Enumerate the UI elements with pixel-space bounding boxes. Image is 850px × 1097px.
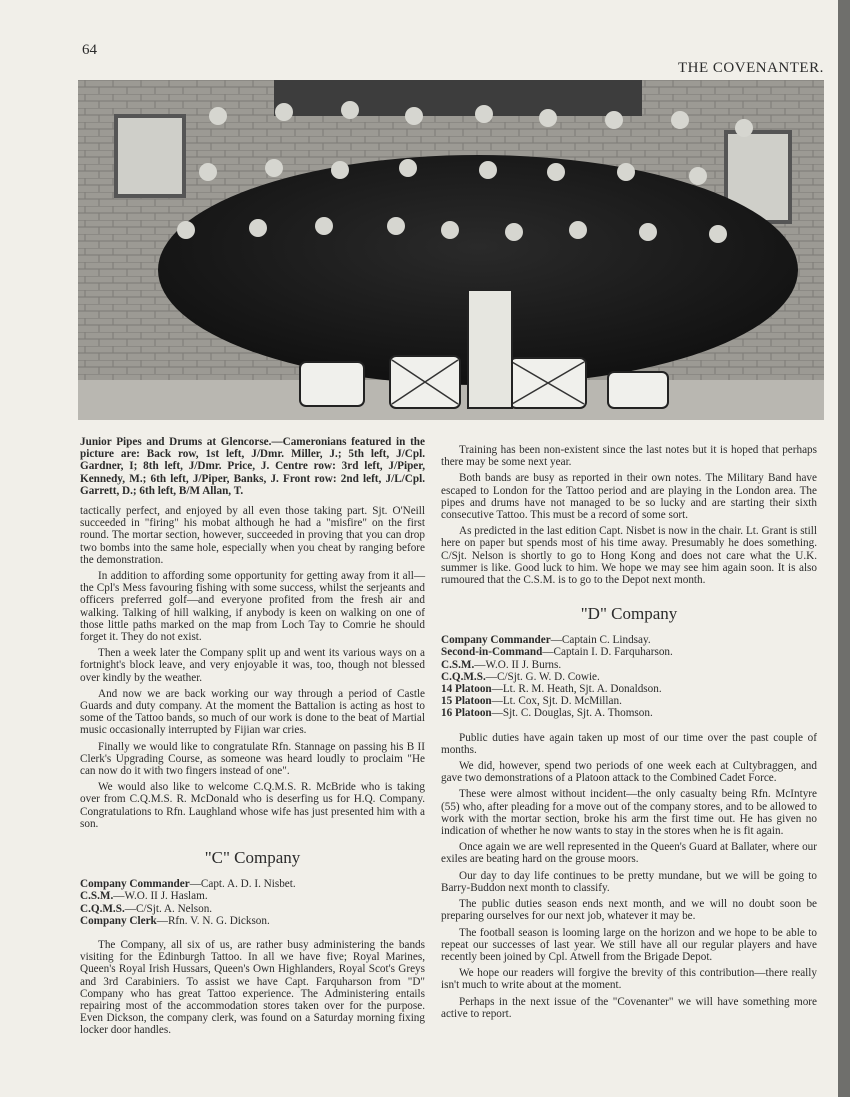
d-company-roster [441, 634, 817, 719]
roster-role: C.S.M. [80, 890, 114, 903]
roster-role: Second-in-Command [441, 646, 543, 659]
roster-name: —C/Sjt. A. Nelson. [124, 902, 213, 915]
roster-role: C.Q.M.S. [441, 670, 486, 683]
body-paragraph: Public duties have again taken up most of our time over the past couple of months. [441, 731, 817, 756]
roster-line [441, 683, 817, 695]
c-company-roster [80, 878, 425, 927]
roster-role: 16 Platoon [441, 707, 492, 720]
roster-line [441, 671, 817, 683]
body-paragraph: tactically perfect, and enjoyed by all even those taking part. Sjt. O'Neill succeeded in "firing" his mobat although he had a "misfire" on the first round. The mortar section, however, succeeded in proving that you can drop two bombs into the same hole, especially when you cheat by ranging before the demonstration. [80, 505, 425, 566]
body-paragraph: The Company, all six of us, are rather busy administering the bands visiting for the Edinburgh Tattoo. In all we have five; Royal Marines, Queen's Royal Irish Hussars, Queen's Own Highlanders, Royal Scot's Greys and 3rd Carabiniers. To assist we have Capt. Farquharson from "D" Company who has great Tattoo experience. The Administering entails repairing most of the accommodation stores taken over for the purpose. Even Dickson, the company clerk, was found on a Saturday morning fixing locker door handles. [80, 938, 425, 1037]
running-head: THE COVENANTER. [678, 60, 824, 76]
roster-line [441, 707, 817, 719]
body-paragraph: In addition to affording some opportunity for getting away from it all—the Cpl's Mess favouring fishing with some success, whilst the serjeants and officers preferred golf—and everyone profited from the fresh air and walking. Talking of hill walking, if anybody is keen on walking on one of those little paths marked on the map from Loch Tay to Comrie he should forget it. They do not exist. [80, 570, 425, 644]
roster-name: —W.O. II J. Haslam. [113, 890, 208, 903]
roster-role: 15 Platoon [441, 695, 492, 708]
roster-name: —C/Sjt. G. W. D. Cowie. [485, 670, 600, 683]
photo-caption: Junior Pipes and Drums at Glencorse.—Cameronians featured in the picture are: Back row, 1st left, J/Dmr. Miller, J.; 5th left, J/Cpl. Gardner, I; 8th left, J/Dmr. Price, J. Centre row: 3rd left, J/Piper, Kennedy, M.; 6th left, J/Piper, Banks, J. Front row: 2nd left, J/L/Cpl. Garrett, D.; 6th left, B/M Allan, T. [80, 436, 425, 497]
roster-role: Company Commander [441, 634, 551, 647]
roster-role: C.S.M. [441, 658, 475, 671]
d-company-heading: "D" Company [580, 604, 678, 624]
body-paragraph: Perhaps in the next issue of the "Covenanter" we will have something more active to report. [441, 995, 817, 1020]
roster-line [80, 903, 425, 915]
roster-line [80, 915, 425, 927]
roster-name: —Rfn. V. N. G. Dickson. [156, 914, 270, 927]
body-paragraph: As predicted in the last edition Capt. Nisbet is now in the chair. Lt. Grant is still here on paper but spends most of his time away. Presumably he does something. C/Sjt. Nelson is shortly to go to Hong Kong and does not care what the U.K. summer is like. Good luck to him. We hope we may see him again soon. It is also rumoured that the C.S.M. is to go to the Depot next month. [441, 525, 817, 587]
body-paragraph: The football season is looming large on the horizon and we hope to be able to repeat our successes of last year. We still have all our regular players and have recently been joined by Cpl. Atwell from the Brigade Depot. [441, 926, 817, 963]
body-paragraph: We hope our readers will forgive the brevity of this contribution—there really isn't much to write about at the moment. [441, 967, 817, 992]
band-photo [78, 80, 824, 420]
body-paragraph: Finally we would like to congratulate Rfn. Stannage on passing his B II Clerk's Upgrading Course, as someone was heard loudly to proclaim "He can now do it with two fingers instead of one". [80, 740, 425, 778]
body-paragraph: Once again we are well represented in the Queen's Guard at Ballater, where our exiles are beating hard on the grouse moors. [441, 841, 817, 866]
roster-name: —Captain I. D. Farquharson. [542, 646, 673, 659]
roster-line [441, 659, 817, 671]
page-number: 64 [82, 42, 97, 58]
roster-line [80, 890, 425, 902]
body-paragraph: We did, however, spend two periods of one week each at Cultybraggen, and gave two demonstrations of a Platoon attack to the Combined Cadet Force. [441, 760, 817, 785]
roster-name: —W.O. II J. Burns. [474, 658, 562, 671]
roster-name: —Captain C. Lindsay. [550, 634, 651, 647]
body-paragraph: Then a week later the Company split up and went its various ways on a fortnight's block leave, and very enjoyable it was, too, though not blessed over kindly by the weather. [80, 647, 425, 684]
roster-line [441, 646, 817, 658]
roster-line [441, 695, 817, 707]
roster-name: —Capt. A. D. I. Nisbet. [189, 878, 296, 891]
c-company-heading: "C" Company [204, 848, 301, 868]
roster-name: —Lt. R. M. Heath, Sjt. A. Donaldson. [491, 683, 662, 696]
roster-name: —Lt. Cox, Sjt. D. McMillan. [491, 695, 622, 708]
body-paragraph: These were almost without incident—the only casualty being Rfn. McIntyre (55) who, after pleading for a move out of the company stores, and to be allowed to work with the mortar section, broke his arm the first time out. He has given no indication of whether he now wants to stay in the stores when he is fit again. [441, 788, 817, 838]
body-paragraph: And now we are back working our way through a period of Castle Guards and duty company. At the moment the Battalion is acting as host to some of the Tattoo bands, so much of our work is done to the beat of Martial music occasionally interrupted by Fijian war cries. [80, 687, 425, 737]
left-column [80, 436, 425, 1041]
body-paragraph: Training has been non-existent since the last notes but it is hoped that perhaps there may be some next year. [441, 444, 817, 469]
band-photo-illustration [78, 80, 824, 420]
roster-role: Company Commander [80, 878, 190, 891]
right-column [441, 444, 817, 1024]
body-paragraph: Both bands are busy as reported in their own notes. The Military Band have escaped to London for the Tattoo period and are playing in the London area. The pipes and drums have not managed to be so lucky and are starting their sixth consecutive Tattoo. This must be a record of some sort. [441, 472, 817, 522]
roster-role: 14 Platoon [441, 683, 492, 696]
roster-role: C.Q.M.S. [80, 902, 125, 915]
body-paragraph: Our day to day life continues to be pretty mundane, but we will be going to Barry-Buddon next month to classify. [441, 869, 817, 894]
roster-name: —Sjt. C. Douglas, Sjt. A. Thomson. [491, 707, 653, 720]
roster-line [441, 634, 817, 646]
body-paragraph: We would also like to welcome C.Q.M.S. R. McBride who is taking over from C.Q.M.S. R. McDonald who is deserfing us for H.Q. Company. Congratulations to Rfn. Laughland whose wife has just presented him with a son. [80, 781, 425, 830]
body-paragraph: The public duties season ends next month, and we will no doubt soon be preparing ourselves for our next job, whatever it may be. [441, 898, 817, 923]
roster-role: Company Clerk [80, 914, 157, 927]
roster-line [80, 878, 425, 890]
